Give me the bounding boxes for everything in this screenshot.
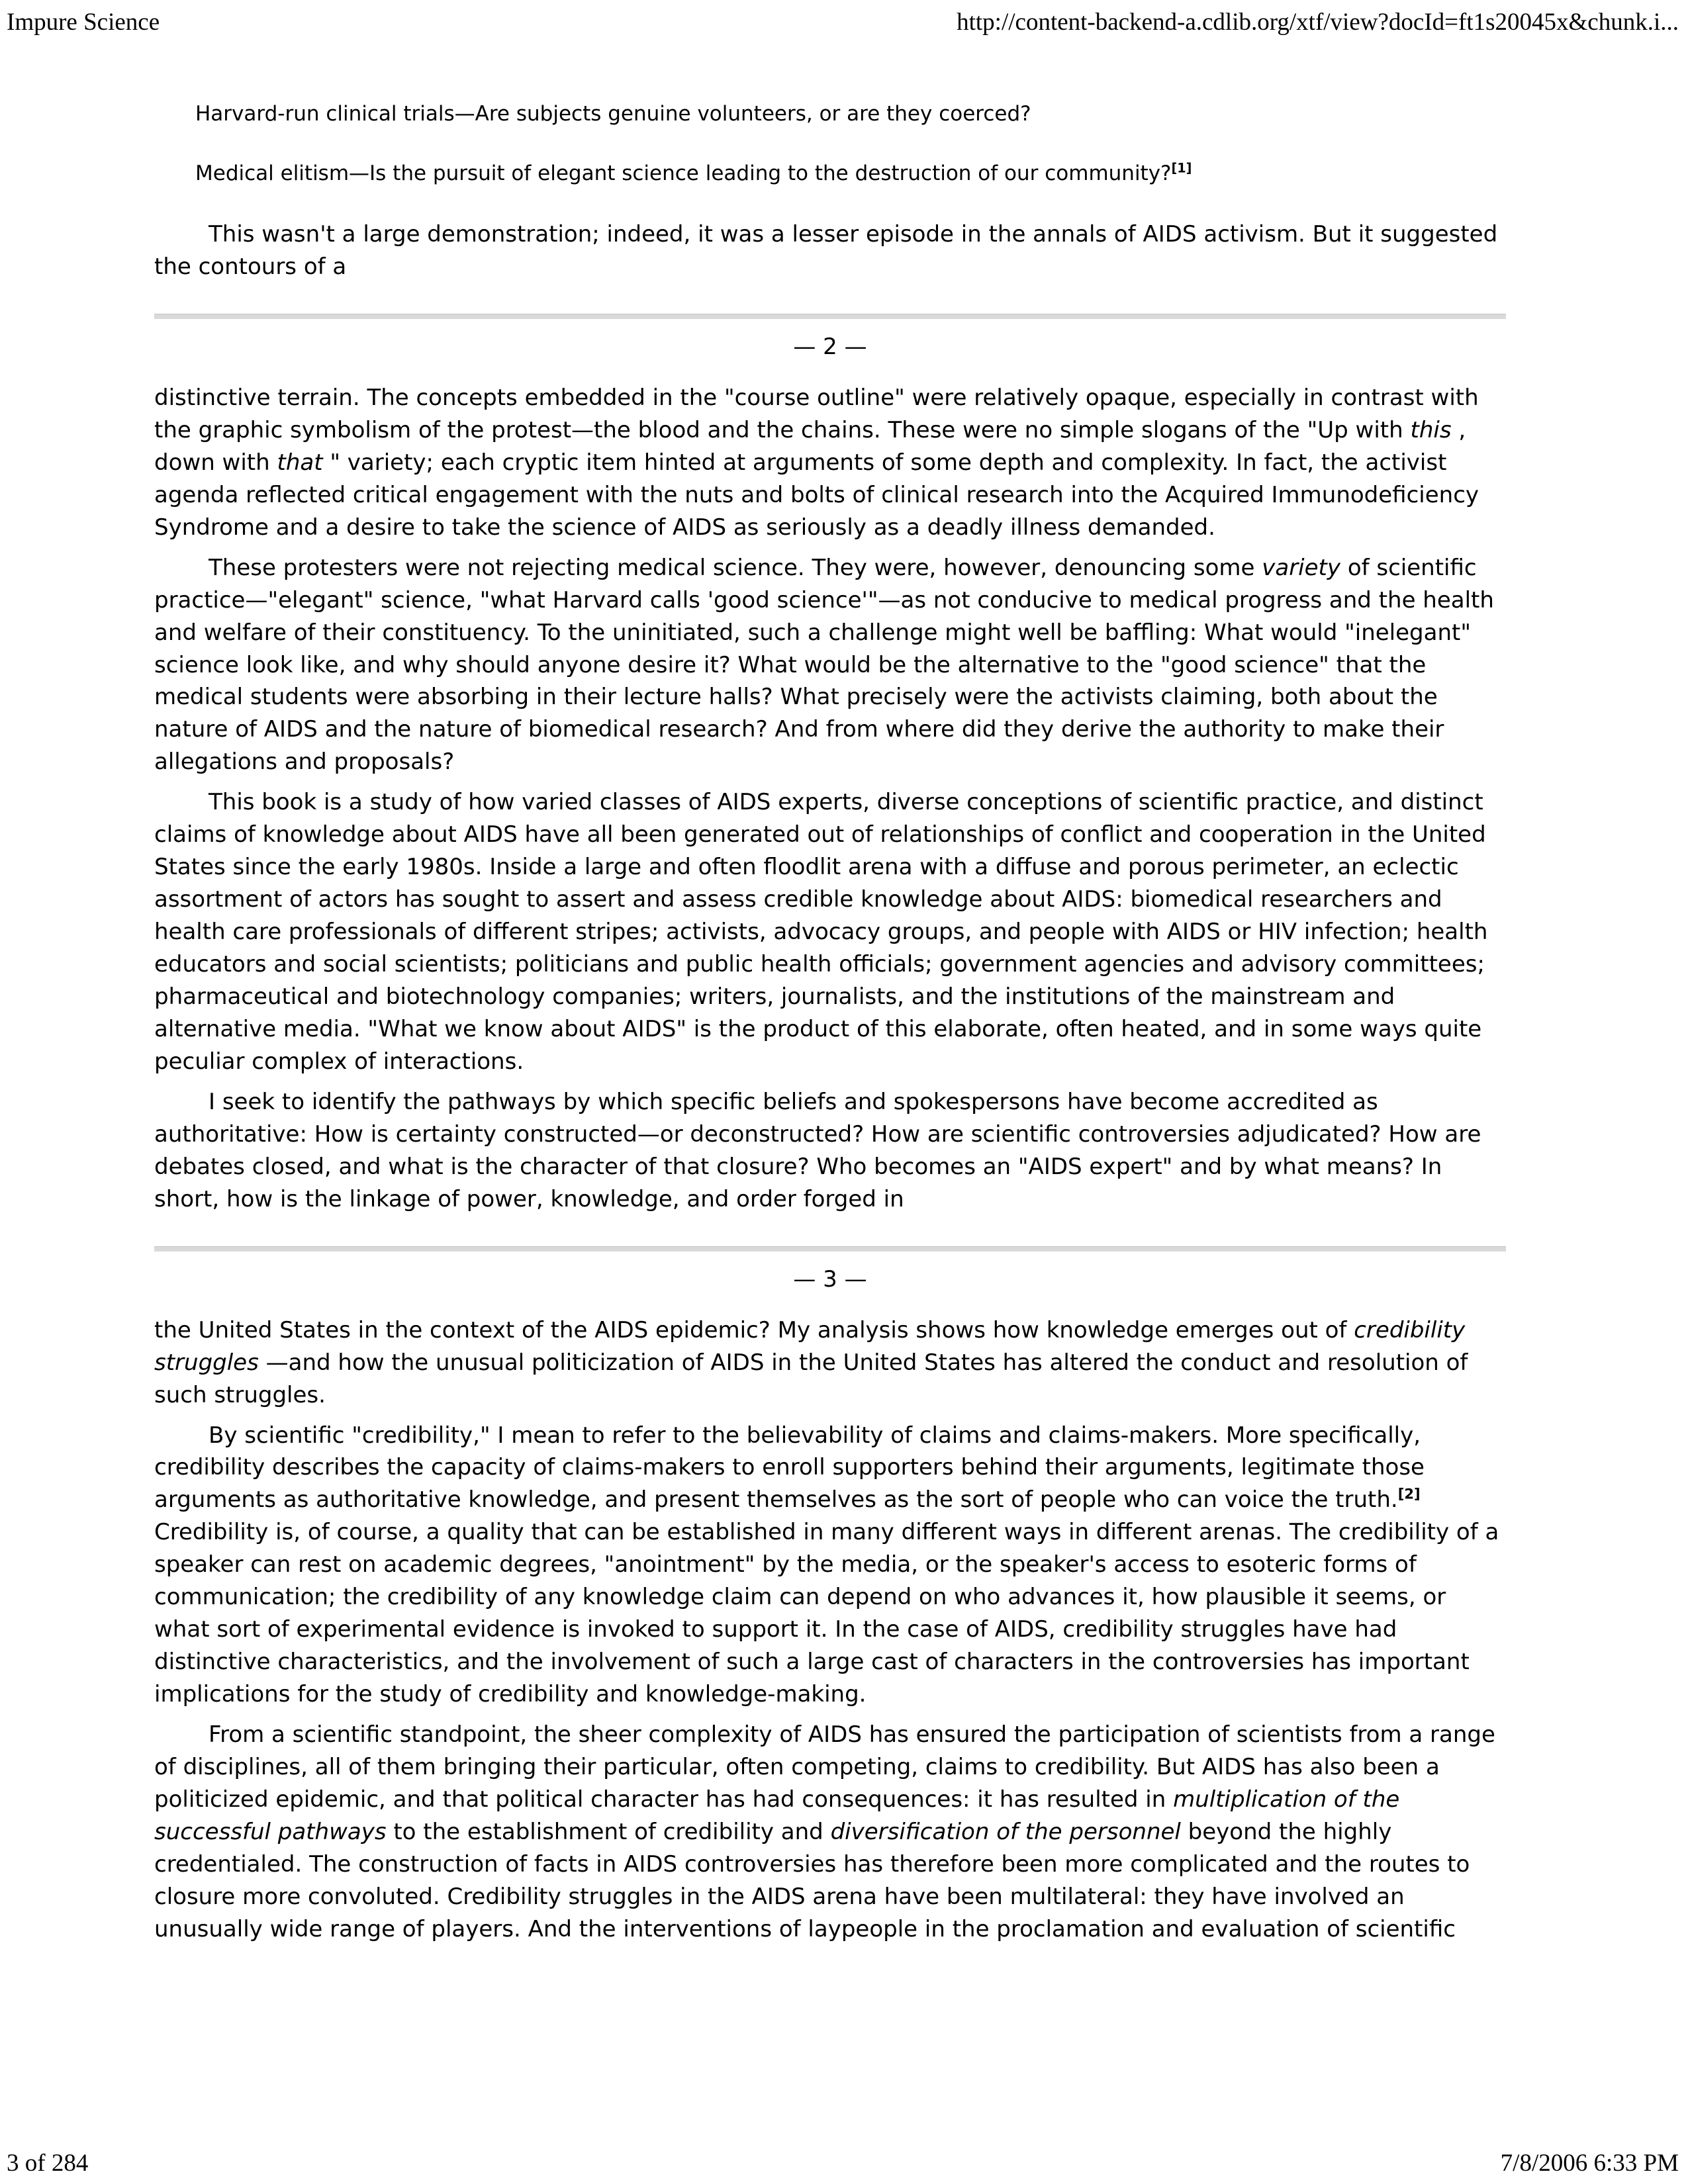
italic-text: diversification of the personnel bbox=[830, 1818, 1181, 1845]
text-run: " variety; each cryptic item hinted at arguments of some depth and complexity. In fact, the activist agenda reflected critical engagement with the nuts and bolts of clinical research into the Acquired Immunodeficiency Syndrome and a desire to take the science of AIDS as seriously as a deadly illness demanded. bbox=[154, 449, 1479, 541]
body-paragraph bbox=[154, 1719, 1506, 1946]
body-paragraph bbox=[154, 1314, 1506, 1412]
text-run: From a scientific standpoint, the sheer complexity of AIDS has ensured the participation of scientists from a range of disciplines, all of them bringing their particular, often competing, claims to credibility. But AIDS has also been a politicized epidemic, and that political character has had consequences: it has resulted in bbox=[154, 1721, 1495, 1813]
footnote-reference: [2] bbox=[1397, 1486, 1421, 1503]
page-number-label: — 3 — bbox=[793, 1265, 867, 1293]
footer-page-count: 3 of 284 bbox=[7, 2150, 89, 2177]
text-run: This wasn't a large demonstration; indeed, it was a lesser episode in the annals of AIDS activism. But it suggested the contours of a bbox=[154, 221, 1498, 280]
italic-text: credibility struggles bbox=[154, 1316, 1466, 1376]
italic-text: multiplication of the successful pathways bbox=[154, 1786, 1400, 1845]
header-source-url: http://content-backend-a.cdlib.org/xtf/view?docId=ft1s20045x&chunk.i... bbox=[957, 9, 1679, 36]
body-paragraph bbox=[154, 1420, 1506, 1711]
body-paragraph bbox=[154, 552, 1506, 779]
text-run: This book is a study of how varied classes of AIDS experts, diverse conceptions of scientific practice, and distinct claims of knowledge about AIDS have all been generated out of relationships of conflict and cooperation in the United States since the early 1980s. Inside a large and often floodlit arena with a diffuse and porous perimeter, an eclectic assortment of actors has sought to assert and assess credible knowledge about AIDS: biomedical researchers and health care professionals of different stripes; activists, advocacy groups, and people with AIDS or HIV infection; health educators and social scientists; politicians and public health officials; government agencies and advisory committees; pharmaceutical and biotechnology companies; writers, journalists, and the institutions of the mainstream and alternative media. "What we know about AIDS" is the product of this elaborate, often heated, and in some ways quite peculiar complex of interactions. bbox=[154, 789, 1488, 1075]
footnote-reference: [1] bbox=[1171, 160, 1192, 176]
print-header bbox=[7, 8, 1679, 36]
text-run: Harvard-run clinical trials—Are subjects genuine volunteers, or are they coerced? bbox=[195, 102, 1031, 126]
epigraph-line bbox=[195, 99, 1506, 128]
page-separator-rule bbox=[154, 314, 1506, 319]
italic-text: that bbox=[277, 449, 323, 476]
text-run: I seek to identify the pathways by which specific beliefs and spokespersons have become accredited as authoritative: How is certainty constructed—or deconstructed? How are scientific controversies adjudicated? How are debates closed, and what is the character of that closure? Who becomes an "AIDS expert" and by what means? In short, how is the linkage of power, knowledge, and order forged in bbox=[154, 1088, 1481, 1212]
body-paragraph bbox=[154, 1086, 1506, 1216]
body-paragraph bbox=[154, 218, 1506, 283]
print-footer bbox=[7, 2149, 1679, 2177]
page-separator-rule bbox=[154, 1246, 1506, 1251]
document-content bbox=[154, 99, 1506, 1954]
text-run: distinctive terrain. The concepts embedded in the "course outline" were relatively opaque, especially in contrast with the graphic symbolism of the protest—the blood and the chains. These were no simple slogans of the "Up with bbox=[154, 384, 1479, 443]
text-run: By scientific "credibility," I mean to refer to the believability of claims and claims-makers. More specifically, credibility describes the capacity of claims-makers to enroll supporters behind their arguments, legitimate those arguments as authoritative knowledge, and present themselves as the sort of people who can voice the truth. bbox=[154, 1422, 1425, 1514]
text-run: the United States in the context of the AIDS epidemic? My analysis shows how knowledge emerges out of bbox=[154, 1316, 1354, 1343]
page-separator bbox=[154, 314, 1506, 363]
footer-timestamp: 7/8/2006 6:33 PM bbox=[1500, 2150, 1679, 2177]
header-document-title: Impure Science bbox=[7, 9, 160, 36]
text-run: Credibility is, of course, a quality that can be established in many different ways in different arenas. The credibility of a speaker can rest on academic degrees, "anointment" by the media, or the speaker's access to esoteric forms of communication; the credibility of any knowledge claim can depend on who advances it, how plausible it seems, or what sort of experimental evidence is invoked to support it. In the case of AIDS, credibility struggles have had distinctive characteristics, and the involvement of such a large cast of characters in the controversies has important implications for the study of credibility and knowledge-making. bbox=[154, 1519, 1499, 1708]
body-paragraph bbox=[154, 382, 1506, 544]
page-separator bbox=[154, 1246, 1506, 1296]
body-paragraph bbox=[154, 786, 1506, 1078]
text-run: of scientific practice—"elegant" science, "what Harvard calls 'good science'"—as not conducive to medical progress and the health and welfare of their constituency. To the uninitiated, such a challenge might well be baffling: What would "inelegant" science look like, and why should anyone desire it? What would be the alternative to the "good science" that the medical students were absorbing in their lecture halls? What precisely were the activists claiming, both about the nature of AIDS and the nature of biomedical research? And from where did they derive the authority to make their allegations and proposals? bbox=[154, 554, 1494, 776]
italic-text: variety bbox=[1262, 554, 1341, 581]
text-run: beyond the highly credentialed. The construction of facts in AIDS controversies has therefore been more complicated and the routes to closure more convoluted. Credibility struggles in the AIDS arena have been multilateral: they have involved an unusually wide range of players. And the interventions of laypeople in the proclamation and evaluation of scientific bbox=[154, 1818, 1470, 1942]
epigraph-line bbox=[195, 159, 1506, 188]
italic-text: this bbox=[1410, 416, 1452, 443]
text-run: These protesters were not rejecting medical science. They were, however, denouncing some bbox=[209, 554, 1262, 581]
page-number-label: — 2 — bbox=[793, 333, 867, 360]
text-run: —and how the unusual politicization of AIDS in the United States has altered the conduct and resolution of such struggles. bbox=[154, 1349, 1468, 1408]
text-run: to the establishment of credibility and bbox=[386, 1818, 831, 1845]
text-run: , down with bbox=[154, 416, 1466, 476]
text-run: Medical elitism—Is the pursuit of elegant science leading to the destruction of our community? bbox=[195, 161, 1172, 186]
